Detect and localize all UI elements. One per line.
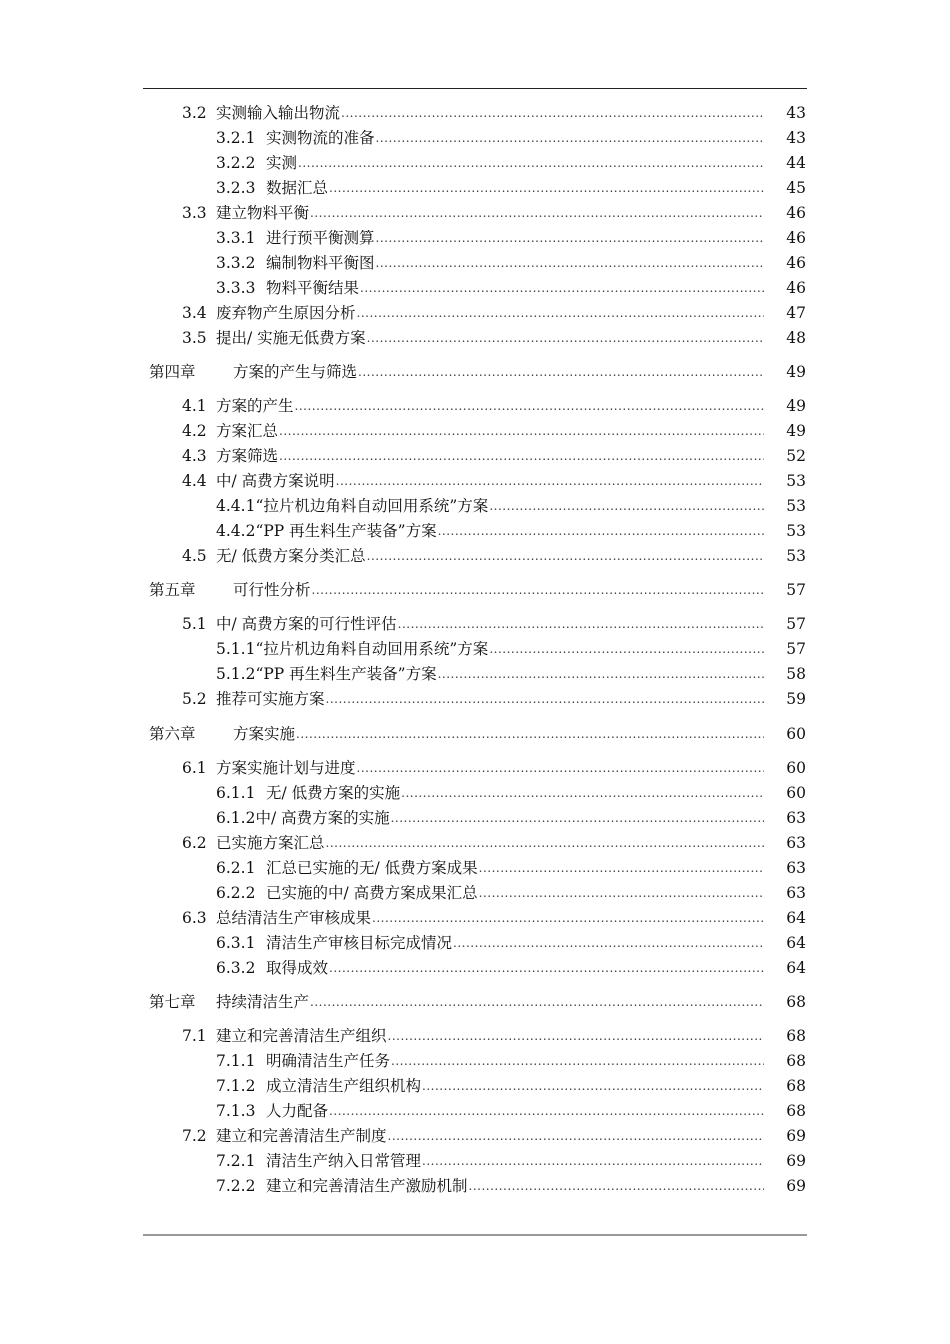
toc-entry-page-number: 69 <box>786 1177 806 1195</box>
toc-entry-page-number: 53 <box>786 472 806 490</box>
toc-entry-page-number: 64 <box>786 909 806 927</box>
toc-entry-title: 建立和完善清洁生产激励机制 <box>266 1177 468 1195</box>
toc-entry-page-number: 59 <box>786 690 806 708</box>
toc-entry-title: 已实施方案汇总 <box>216 834 325 852</box>
dot-leader <box>279 446 764 466</box>
dot-leader <box>489 496 764 516</box>
toc-entry-page-number: 46 <box>786 254 806 272</box>
toc-entry-number: 7.2.2 <box>216 1177 256 1195</box>
toc-entry[interactable] <box>0 494 950 516</box>
toc-entry-number: 4.4 <box>182 472 207 490</box>
toc-entry-title: “拉片机边角料自动回用系统”方案 <box>255 497 489 515</box>
toc-entry[interactable] <box>0 1024 950 1046</box>
toc-entry-title: 清洁生产纳入日常管理 <box>266 1152 422 1170</box>
dot-leader <box>329 178 764 198</box>
toc-entry[interactable] <box>0 856 950 878</box>
toc-entry[interactable] <box>0 1124 950 1146</box>
toc-entry-page-number: 68 <box>786 993 806 1011</box>
toc-entry-page-number: 53 <box>786 547 806 565</box>
toc-entry-title: 成立清洁生产组织机构 <box>266 1077 422 1095</box>
toc-entry-page-number: 64 <box>786 934 806 952</box>
toc-entry-page-number: 46 <box>786 229 806 247</box>
toc-entry[interactable] <box>0 301 950 323</box>
toc-entry-page-number: 43 <box>786 129 806 147</box>
toc-entry-page-number: 63 <box>786 809 806 827</box>
toc-entry-title: 取得成效 <box>266 959 329 977</box>
toc-entry-page-number: 48 <box>786 329 806 347</box>
dot-leader <box>367 546 764 566</box>
dot-leader <box>489 639 764 659</box>
dot-leader <box>310 992 764 1012</box>
toc-entry[interactable] <box>0 176 950 198</box>
toc-entry-number: 6.3.2 <box>216 959 256 977</box>
toc-entry-number: 6.1.1 <box>216 784 256 802</box>
dot-leader <box>398 614 764 634</box>
dot-leader <box>312 580 764 600</box>
toc-entry-title: 中/ 高费方案说明 <box>216 472 335 490</box>
toc-entry-title: 总结清洁生产审核成果 <box>216 909 372 927</box>
dot-leader <box>295 396 764 416</box>
dot-leader <box>341 103 764 123</box>
toc-entry-title: 方案实施计划与进度 <box>216 759 356 777</box>
toc-entry-title: 已实施的中/ 高费方案成果汇总 <box>266 884 478 902</box>
dot-leader <box>326 689 764 709</box>
toc-entry-number: 第四章 <box>149 363 196 381</box>
toc-entry[interactable] <box>0 612 950 634</box>
toc-entry-number: 3.2.1 <box>216 129 256 147</box>
toc-entry[interactable] <box>0 226 950 248</box>
toc-entry-title: 方案筛选 <box>216 447 279 465</box>
toc-entry-title: 数据汇总 <box>266 179 329 197</box>
dot-leader <box>391 1051 764 1071</box>
toc-entry[interactable] <box>0 251 950 273</box>
toc-entry-title: 废弃物产生原因分析 <box>216 304 356 322</box>
toc-entry-number: 6.3 <box>182 909 207 927</box>
dot-leader <box>329 958 764 978</box>
toc-entry[interactable] <box>0 637 950 659</box>
toc-entry-page-number: 68 <box>786 1052 806 1070</box>
toc-entry-number: 第六章 <box>149 725 196 743</box>
toc-entry[interactable] <box>0 419 950 441</box>
dot-leader <box>391 808 764 828</box>
dot-leader <box>388 1126 764 1146</box>
toc-entry-number: 7.2 <box>182 1127 207 1145</box>
toc-entry-title: 持续清洁生产 <box>216 993 310 1011</box>
toc-entry-title: “PP 再生料生产装备”方案 <box>255 522 437 540</box>
toc-entry[interactable] <box>0 1149 950 1171</box>
toc-entry-title: 清洁生产审核目标完成情况 <box>266 934 453 952</box>
toc-entry-title: 建立和完善清洁生产制度 <box>216 1127 387 1145</box>
toc-entry-number: 3.3.3 <box>216 279 256 297</box>
toc-entry-number: 6.2.1 <box>216 859 256 877</box>
toc-entry-page-number: 63 <box>786 859 806 877</box>
toc-entry-number: 3.3.1 <box>216 229 256 247</box>
toc-entry[interactable] <box>0 756 950 778</box>
toc-entry[interactable] <box>0 519 950 541</box>
toc-entry-page-number: 45 <box>786 179 806 197</box>
toc-entry-page-number: 53 <box>786 522 806 540</box>
toc-entry-page-number: 60 <box>786 784 806 802</box>
toc-entry-title: 推荐可实施方案 <box>216 690 325 708</box>
toc-entry[interactable] <box>0 881 950 903</box>
toc-entry-number: 6.1.2 <box>216 809 256 827</box>
toc-entry[interactable] <box>0 990 950 1012</box>
dot-leader <box>438 664 764 684</box>
toc-entry-title: 方案汇总 <box>216 422 279 440</box>
toc-entry[interactable] <box>0 578 950 600</box>
toc-entry-title: 物料平衡结果 <box>266 279 360 297</box>
toc-entry-number: 4.1 <box>182 397 207 415</box>
toc-entry[interactable] <box>0 326 950 348</box>
toc-entry[interactable] <box>0 722 950 744</box>
toc-entry-title: 方案的产生 <box>216 397 294 415</box>
toc-entry-title: 方案的产生与筛选 <box>233 363 358 381</box>
toc-entry-title: 实测输入输出物流 <box>216 104 341 122</box>
toc-entry-number: 3.4 <box>182 304 207 322</box>
toc-entry-page-number: 49 <box>786 397 806 415</box>
dot-leader <box>401 783 764 803</box>
toc-entry-title: 明确清洁生产任务 <box>266 1052 391 1070</box>
toc-entry-page-number: 63 <box>786 834 806 852</box>
toc-entry-number: 4.3 <box>182 447 207 465</box>
toc-entry-page-number: 43 <box>786 104 806 122</box>
toc-entry-number: 第七章 <box>149 993 196 1011</box>
toc-entry-page-number: 60 <box>786 725 806 743</box>
dot-leader <box>326 833 764 853</box>
toc-entry-page-number: 46 <box>786 204 806 222</box>
dot-leader <box>357 758 764 778</box>
toc-entry-number: 3.2 <box>182 104 207 122</box>
dot-leader <box>438 521 764 541</box>
toc-entry-number: 4.2 <box>182 422 207 440</box>
toc-entry-title: 建立和完善清洁生产组织 <box>216 1027 387 1045</box>
toc-entry-number: 7.1 <box>182 1027 207 1045</box>
toc-entry-number: 7.1.1 <box>216 1052 256 1070</box>
toc-entry-number: 6.1 <box>182 759 207 777</box>
toc-entry-title: 无/ 低费方案的实施 <box>266 784 401 802</box>
dot-leader <box>357 303 764 323</box>
dot-leader <box>469 1176 764 1196</box>
toc-entry-page-number: 58 <box>786 665 806 683</box>
toc-entry-page-number: 60 <box>786 759 806 777</box>
toc-entry[interactable] <box>0 831 950 853</box>
toc-entry-page-number: 52 <box>786 447 806 465</box>
toc-entry-title: 汇总已实施的无/ 低费方案成果 <box>266 859 478 877</box>
toc-entry-title: 中/ 高费方案的实施 <box>255 809 390 827</box>
toc-entry[interactable] <box>0 101 950 123</box>
toc-entry-page-number: 63 <box>786 884 806 902</box>
dot-leader <box>479 883 764 903</box>
toc-entry[interactable] <box>0 151 950 173</box>
toc-entry-page-number: 57 <box>786 581 806 599</box>
toc-entry[interactable] <box>0 956 950 978</box>
toc-entry-number: 4.5 <box>182 547 207 565</box>
toc-entry-number: 4.4.1 <box>216 497 256 515</box>
toc-entry-title: 方案实施 <box>233 725 296 743</box>
toc-entry[interactable] <box>0 360 950 382</box>
toc-entry-page-number: 53 <box>786 497 806 515</box>
toc-entry-page-number: 68 <box>786 1077 806 1095</box>
dot-leader <box>422 1076 764 1096</box>
dot-leader <box>453 933 764 953</box>
toc-entry-title: 中/ 高费方案的可行性评估 <box>216 615 397 633</box>
dot-leader <box>296 724 764 744</box>
toc-entry[interactable] <box>0 276 950 298</box>
toc-entry[interactable] <box>0 687 950 709</box>
toc-entry-number: 3.2.2 <box>216 154 256 172</box>
toc-entry-page-number: 64 <box>786 959 806 977</box>
toc-entry-page-number: 69 <box>786 1152 806 1170</box>
toc-entry-number: 5.2 <box>182 690 207 708</box>
toc-entry[interactable] <box>0 931 950 953</box>
toc-entry[interactable] <box>0 1074 950 1096</box>
toc-entry-title: 建立物料平衡 <box>216 204 310 222</box>
toc-entry[interactable] <box>0 806 950 828</box>
toc-entry[interactable] <box>0 126 950 148</box>
toc-entry-page-number: 47 <box>786 304 806 322</box>
toc-entry-number: 6.2 <box>182 834 207 852</box>
toc-entry-page-number: 57 <box>786 640 806 658</box>
toc-entry-page-number: 57 <box>786 615 806 633</box>
dot-leader <box>372 908 764 928</box>
toc-entry-title: “PP 再生料生产装备”方案 <box>255 665 437 683</box>
toc-entry-page-number: 68 <box>786 1102 806 1120</box>
toc-entry-page-number: 69 <box>786 1127 806 1145</box>
toc-entry-page-number: 49 <box>786 363 806 381</box>
toc-entry-number: 7.1.3 <box>216 1102 256 1120</box>
toc-entry-title: 人力配备 <box>266 1102 329 1120</box>
toc-entry[interactable] <box>0 906 950 928</box>
toc-entry[interactable] <box>0 544 950 566</box>
toc-entry-number: 5.1.1 <box>216 640 256 658</box>
toc-entry-title: 提出/ 实施无低费方案 <box>216 329 366 347</box>
toc-entry-number: 5.1 <box>182 615 207 633</box>
dot-leader <box>479 858 764 878</box>
dot-leader <box>376 128 764 148</box>
dot-leader <box>358 362 764 382</box>
toc-entry[interactable] <box>0 201 950 223</box>
dot-leader <box>360 278 764 298</box>
toc-entry-number: 3.2.3 <box>216 179 256 197</box>
toc-entry[interactable] <box>0 444 950 466</box>
dot-leader <box>422 1151 764 1171</box>
toc-entry-number: 7.2.1 <box>216 1152 256 1170</box>
dot-leader <box>298 153 764 173</box>
dot-leader <box>376 253 764 273</box>
toc-entry-title: 实测 <box>266 154 298 172</box>
toc-entry-title: 实测物流的准备 <box>266 129 375 147</box>
toc-entry-number: 5.1.2 <box>216 665 256 683</box>
toc-entry-number: 3.3.2 <box>216 254 256 272</box>
toc-entry-number: 4.4.2 <box>216 522 256 540</box>
dot-leader <box>279 421 764 441</box>
toc-entry-number: 3.3 <box>182 204 207 222</box>
toc-entry-page-number: 44 <box>786 154 806 172</box>
toc-entry-number: 3.5 <box>182 329 207 347</box>
toc-entry[interactable] <box>0 1049 950 1071</box>
dot-leader <box>376 228 764 248</box>
toc-entry-title: “拉片机边角料自动回用系统”方案 <box>255 640 489 658</box>
toc-entry-number: 第五章 <box>149 581 196 599</box>
toc-entry[interactable] <box>0 1099 950 1121</box>
toc-entry-number: 6.3.1 <box>216 934 256 952</box>
toc-entry-title: 进行预平衡测算 <box>266 229 375 247</box>
toc-entry[interactable] <box>0 1174 950 1196</box>
dot-leader <box>367 328 764 348</box>
toc-entry-number: 6.2.2 <box>216 884 256 902</box>
toc-entry[interactable] <box>0 781 950 803</box>
toc-entry-page-number: 46 <box>786 279 806 297</box>
toc-entry-title: 可行性分析 <box>233 581 311 599</box>
toc-entry-number: 7.1.2 <box>216 1077 256 1095</box>
footer-rule <box>143 1234 807 1236</box>
toc-entry-title: 编制物料平衡图 <box>266 254 375 272</box>
toc-entry-title: 无/ 低费方案分类汇总 <box>216 547 366 565</box>
toc-entry[interactable] <box>0 394 950 416</box>
toc-entry[interactable] <box>0 662 950 684</box>
dot-leader <box>388 1026 764 1046</box>
toc-entry-page-number: 68 <box>786 1027 806 1045</box>
dot-leader <box>329 1101 764 1121</box>
toc-entry-page-number: 49 <box>786 422 806 440</box>
dot-leader <box>310 203 764 223</box>
toc-entry[interactable] <box>0 469 950 491</box>
dot-leader <box>336 471 764 491</box>
